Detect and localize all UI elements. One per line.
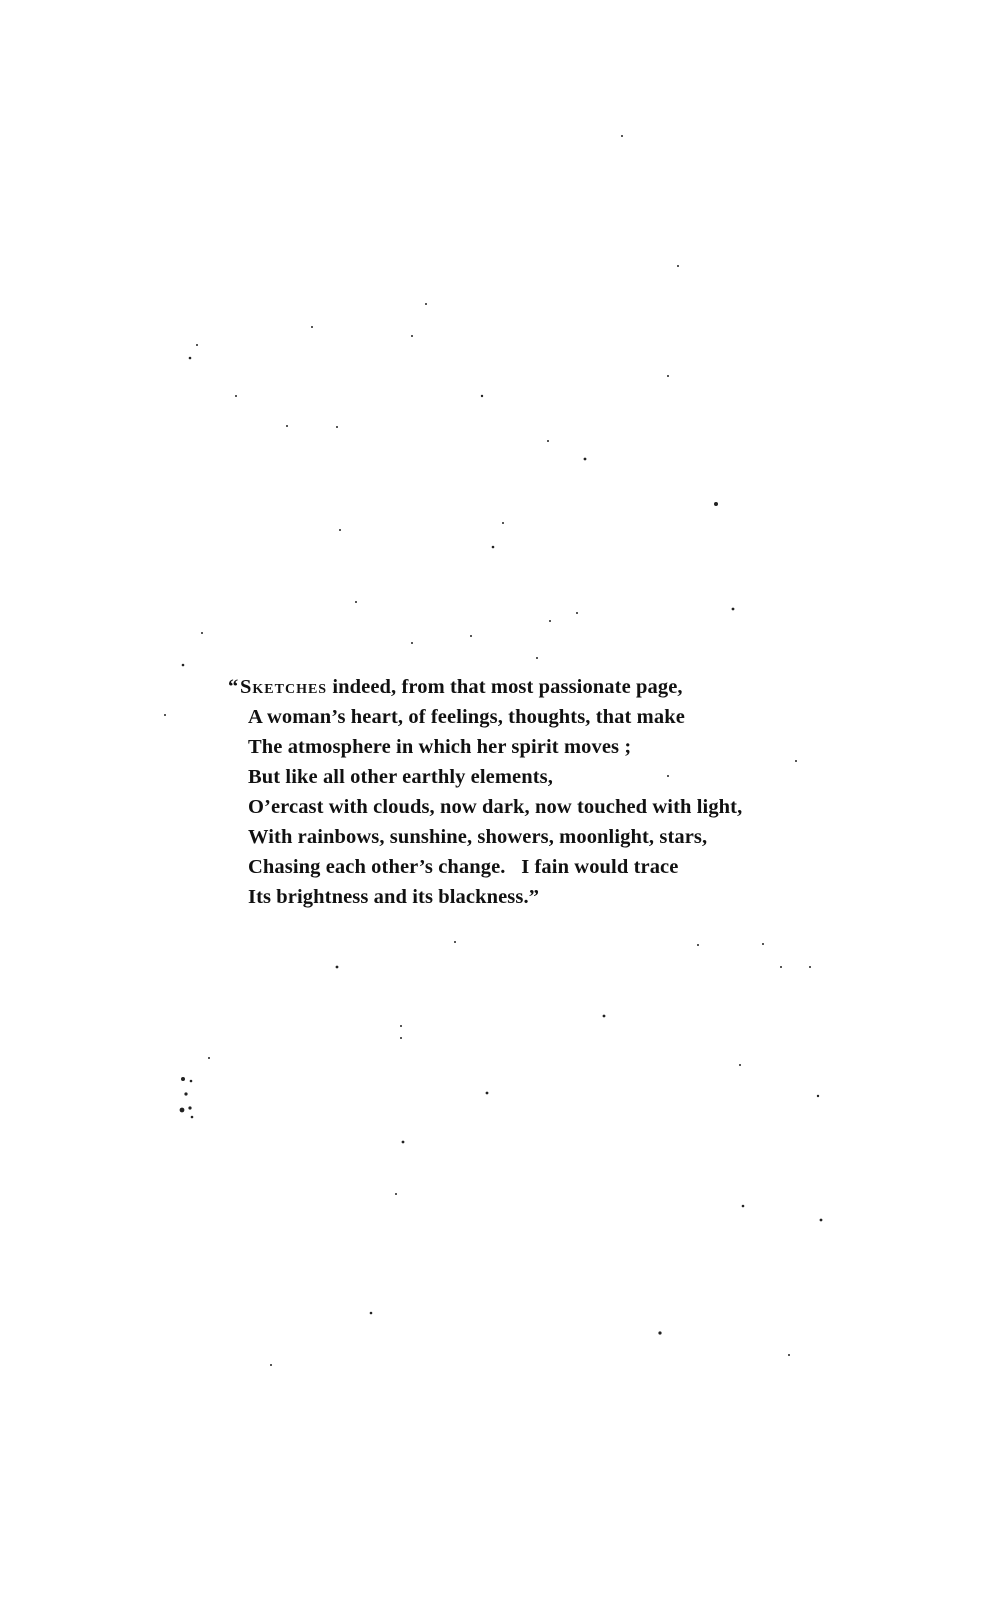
poem-line-8: Its brightness and its blackness.” — [248, 886, 540, 908]
poem-line-4: But like all other earthly elements, — [248, 766, 553, 788]
opening-quote-mark: “ — [228, 676, 239, 698]
poem-line-7: Chasing each other’s change. I fain would trace — [248, 856, 679, 878]
poem-line-2: A woman’s heart, of feelings, thoughts, that make — [248, 706, 685, 728]
poem-line-5: O’ercast with clouds, now dark, now touched with light, — [248, 796, 743, 818]
poem-line-3: The atmosphere in which her spirit moves ; — [248, 736, 632, 758]
poem-line-6: With rainbows, sunshine, showers, moonlight, stars, — [248, 826, 708, 848]
poem-line-1 — [228, 672, 868, 702]
poem-first-word: Sketches — [240, 676, 328, 698]
poem-line-1-text: indeed, from that most passionate page, — [327, 676, 683, 698]
epigraph-quotation — [228, 672, 868, 912]
